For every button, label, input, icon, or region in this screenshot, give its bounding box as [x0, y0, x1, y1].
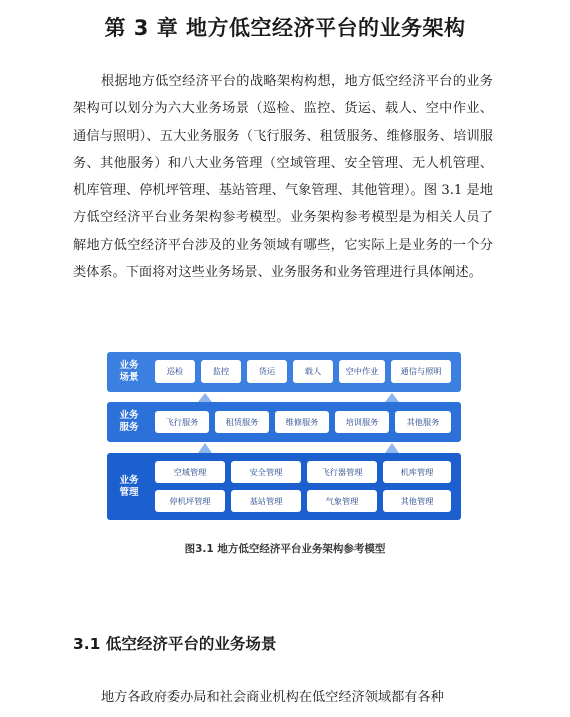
layer-label: 业务 场景	[119, 360, 139, 383]
arrow-icon	[385, 393, 399, 402]
scenario-chip: 监控	[201, 360, 241, 383]
layer-label: 业务 服务	[119, 410, 139, 433]
figure-caption: 图3.1 地方低空经济平台业务架构参考模型	[184, 543, 386, 555]
layer-services	[107, 402, 461, 442]
arrow-icon	[198, 443, 212, 453]
service-chip: 培训服务	[335, 411, 389, 433]
service-chip: 租赁服务	[215, 411, 269, 433]
scenario-chip: 空中作业	[339, 360, 385, 383]
layer-label: 业务 管理	[119, 474, 139, 498]
management-chip: 空域管理	[155, 461, 225, 483]
architecture-diagram	[107, 352, 461, 520]
arrow-icon	[385, 443, 399, 453]
management-chip: 飞行器管理	[307, 461, 377, 483]
scenario-chip: 载人	[293, 360, 333, 383]
management-chip: 机库管理	[383, 461, 451, 483]
management-chip: 气象管理	[307, 490, 377, 512]
service-chip: 维修服务	[275, 411, 329, 433]
intro-paragraph: 根据地方低空经济平台的战略架构构想，地方低空经济平台的业务架构可以划分为六大业务场景（巡检、监控、货运、载人、空中作业、通信与照明）、五大业务服务（飞行服务、租赁服务、维修服务、培训服务、其他服务）和八大业务管理（空域管理、安全管理、无人机管理、机库管理、停机坪管理、基站管理、气象管理、其他管理）。图 3.1 是地方低空经济平台业务架构参考模型。业务架构参考模型是为相关人员了解地方低空经济平台涉及的业务领域有哪些，它实际上是业务的一个分类体系。下面将对这些业务场景、业务服务和业务管理进行具体阐述。	[73, 74, 493, 281]
service-chip: 其他服务	[395, 411, 451, 433]
layer-management	[107, 453, 461, 520]
scenario-chip: 巡检	[155, 360, 195, 383]
chapter-title: 第 3 章 地方低空经济平台的业务架构	[104, 16, 466, 40]
layer-scenarios	[107, 352, 461, 392]
paragraph-first-line: 地方各政府委办局和社会商业机构在低空经济领域都有各种	[101, 690, 444, 705]
section-title: 3.1 低空经济平台的业务场景	[73, 635, 277, 653]
management-chip: 基站管理	[231, 490, 301, 512]
management-chip: 安全管理	[231, 461, 301, 483]
management-chip: 其他管理	[383, 490, 451, 512]
arrow-icon	[198, 393, 212, 402]
scenario-chip: 货运	[247, 360, 287, 383]
service-chip: 飞行服务	[155, 411, 209, 433]
management-chip: 停机坪管理	[155, 490, 225, 512]
scenario-chip: 通信与照明	[391, 360, 451, 383]
